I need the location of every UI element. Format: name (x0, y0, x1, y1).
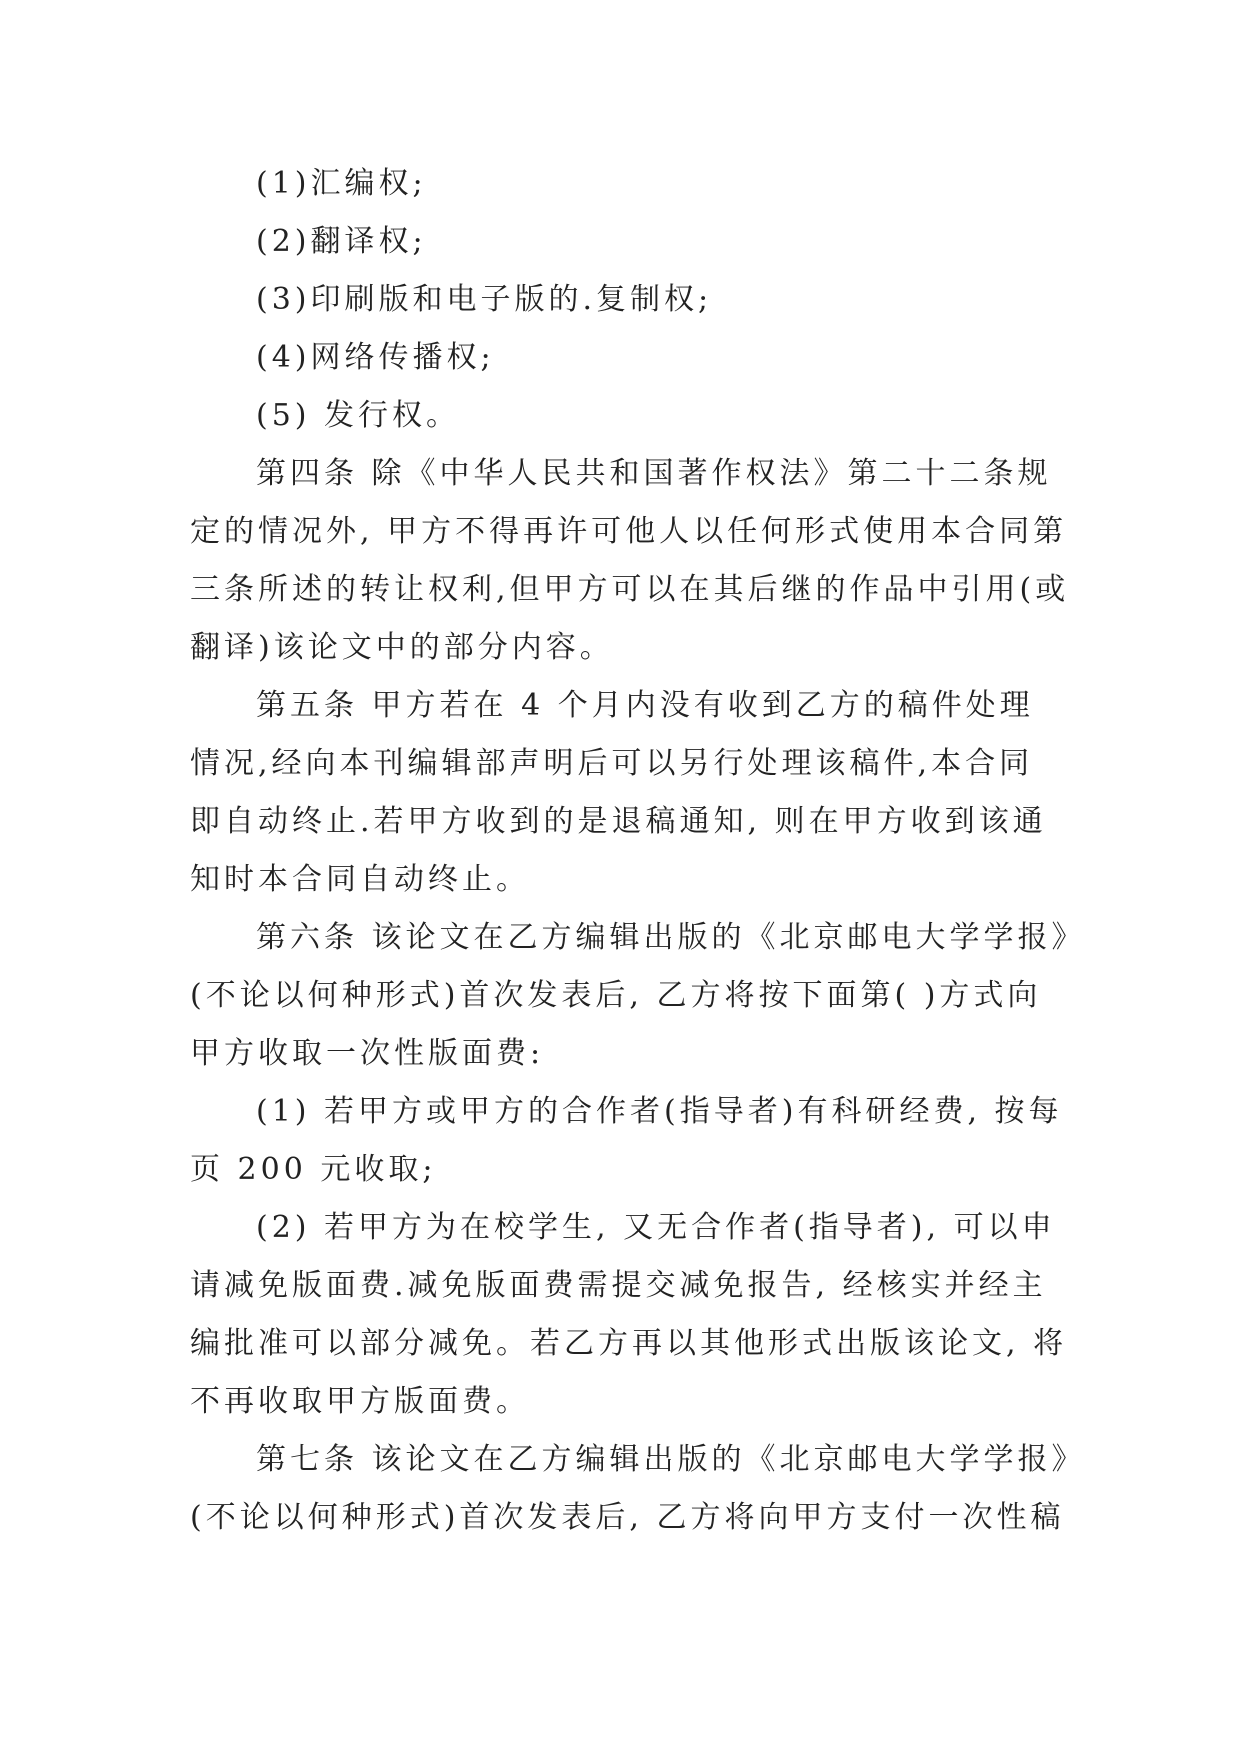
article-7-line-1: 第七条 该论文在乙方编辑出版的《北京邮电大学学报》 (256, 1442, 1086, 1477)
list-item-reproduction-right: (3)印刷版和电子版的.复制权; (256, 282, 713, 317)
article-5-line-1: 第五条 甲方若在 4 个月内没有收到乙方的稿件处理 (256, 688, 1034, 723)
article-6-line-3: 甲方收取一次性版面费: (190, 1036, 545, 1071)
fee-option-2-line-2: 请减免版面费.减免版面费需提交减免报告, 经核实并经主 (190, 1268, 1047, 1303)
document-body (190, 155, 1086, 1547)
article-5-line-4: 知时本合同自动终止。 (190, 862, 530, 897)
list-item-compilation-right: (1)汇编权; (256, 166, 427, 201)
article-7-line-2: (不论以何种形式)首次发表后, 乙方将向甲方支付一次性稿 (190, 1500, 1065, 1535)
list-item-distribution-right: (5) 发行权。 (256, 398, 461, 433)
article-4-line-4: 翻译)该论文中的部分内容。 (190, 630, 614, 665)
fee-option-2-line-1: (2) 若甲方为在校学生, 又无合作者(指导者), 可以申 (256, 1210, 1056, 1245)
fee-option-1-line-1: (1) 若甲方或甲方的合作者(指导者)有科研经费, 按每 (256, 1094, 1063, 1129)
article-5-line-3: 即自动终止.若甲方收到的是退稿通知, 则在甲方收到该通 (190, 804, 1047, 839)
fee-option-2-line-4: 不再收取甲方版面费。 (190, 1384, 530, 1419)
article-6-line-1: 第六条 该论文在乙方编辑出版的《北京邮电大学学报》 (256, 920, 1086, 955)
article-5-line-2: 情况,经向本刊编辑部声明后可以另行处理该稿件,本合同 (190, 746, 1034, 781)
article-4-line-2: 定的情况外, 甲方不得再许可他人以任何形式使用本合同第 (190, 514, 1068, 549)
list-item-translation-right: (2)翻译权; (256, 224, 427, 259)
article-6-line-2: (不论以何种形式)首次发表后, 乙方将按下面第( )方式向 (190, 978, 1042, 1013)
fee-option-1-line-2: 页 200 元收取; (190, 1152, 437, 1187)
list-item-network-right: (4)网络传播权; (256, 340, 495, 375)
fee-option-2-line-3: 编批准可以部分减免。若乙方再以其他形式出版该论文, 将 (190, 1326, 1068, 1361)
article-4-line-3: 三条所述的转让权利,但甲方可以在其后继的作品中引用(或 (190, 572, 1070, 607)
article-4-line-1: 第四条 除《中华人民共和国著作权法》第二十二条规 (256, 456, 1052, 491)
